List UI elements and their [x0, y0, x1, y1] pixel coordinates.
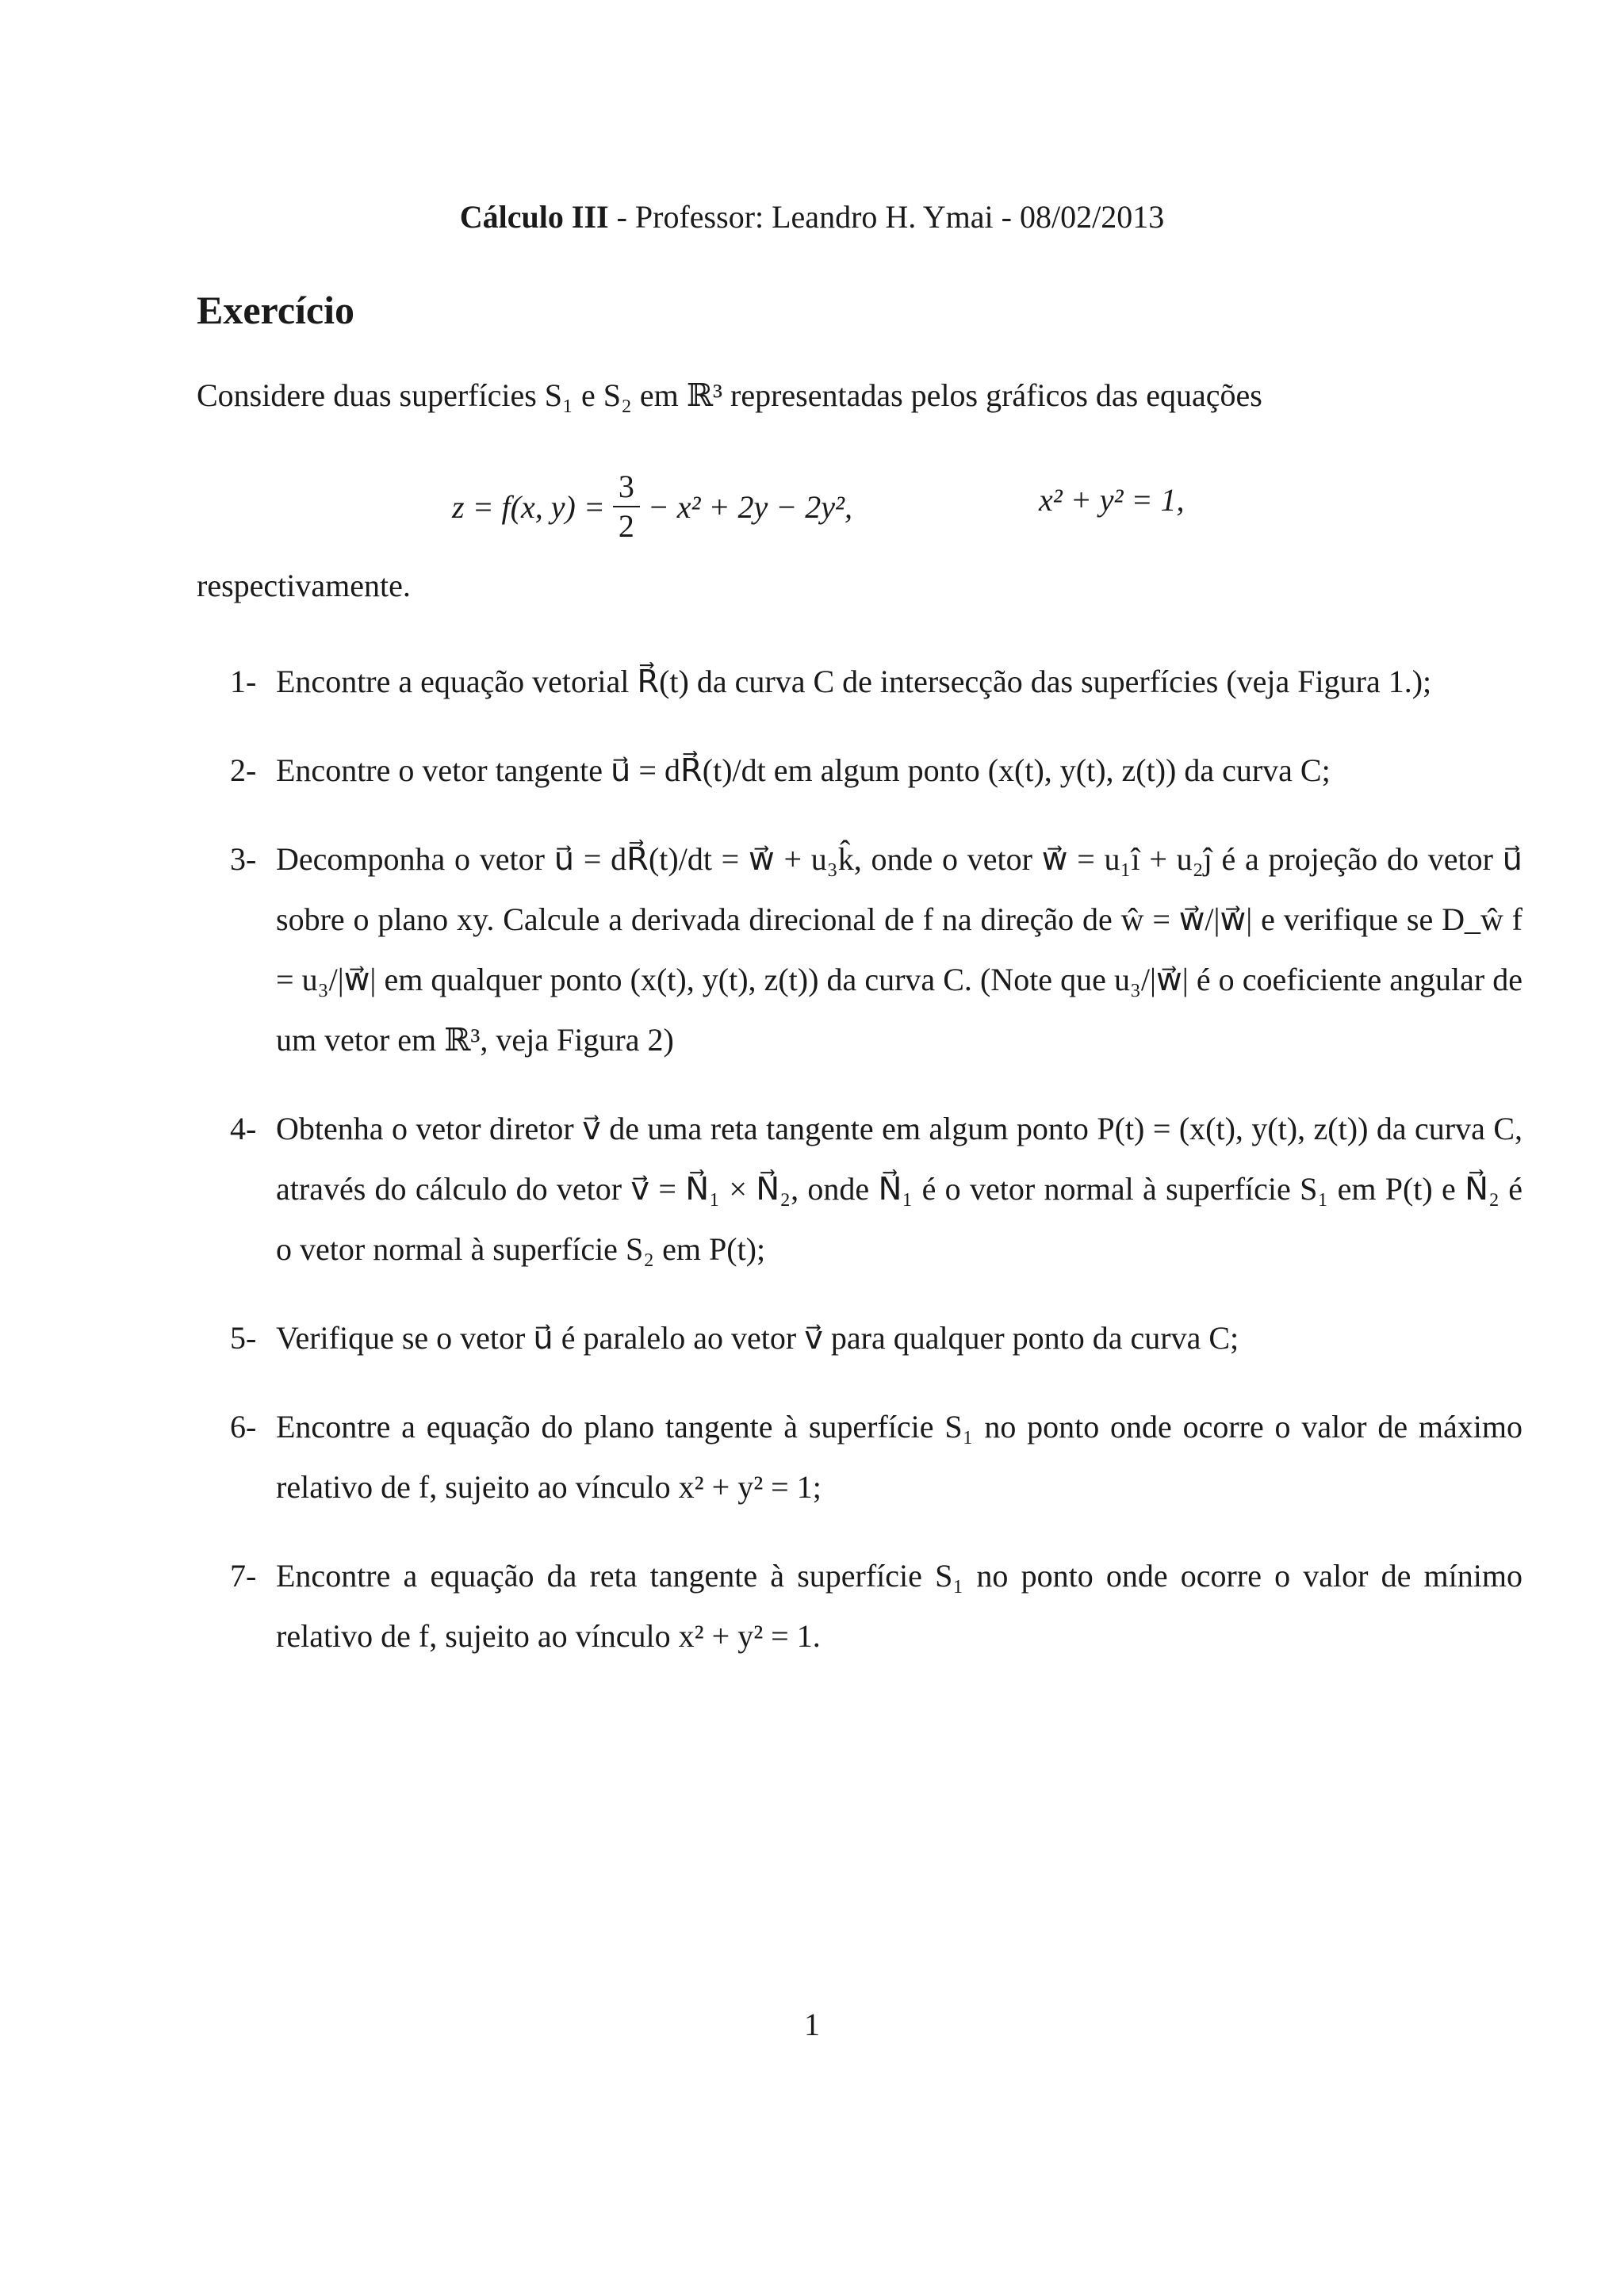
- item-text: Obtenha o vetor diretor v⃗ de uma reta tangente em algum ponto P(t) = (x(t), y(t), z(t)) da curva C, através do cálculo do vetor v⃗ = N⃗₁ × N⃗₂, onde N⃗₁ é o vetor normal à superfície S₁ em P(t) e N⃗₂ é o vetor normal à superfície S₂ em P(t);: [276, 1111, 1522, 1267]
- respectively-text: respectivamente.: [197, 568, 411, 603]
- item-text: Encontre a equação da reta tangente à superfície S₁ no ponto onde ocorre o valor de mínimo relativo de f, sujeito ao vínculo x² + y² = 1.: [276, 1558, 1522, 1654]
- item-number: 2-: [230, 752, 257, 788]
- item-number: 7-: [230, 1558, 257, 1594]
- section-title: Exercício: [197, 288, 354, 332]
- list-item: [230, 1546, 1522, 1667]
- list-item: [230, 1397, 1522, 1517]
- item-text: Encontre a equação do plano tangente à superfície S₁ no ponto onde ocorre o valor de máximo relativo de f, sujeito ao vínculo x² + y² = 1;: [276, 1409, 1522, 1505]
- item-number: 4-: [230, 1111, 257, 1146]
- equation-surface-1: [452, 469, 852, 544]
- item-text: Encontre a equação vetorial R⃗(t) da curva C de intersecção das superfícies (veja Figura 1.);: [276, 664, 1432, 699]
- item-number: 3-: [230, 841, 257, 877]
- list-item: [230, 1308, 1522, 1368]
- header-info: - Professor: Leandro H. Ymai - 08/02/2013: [608, 199, 1165, 235]
- item-text: Encontre o vetor tangente u⃗ = dR⃗(t)/dt em algum ponto (x(t), y(t), z(t)) da curva C;: [276, 752, 1331, 788]
- list-item: [230, 829, 1522, 1070]
- item-number: 6-: [230, 1409, 257, 1445]
- course-title: Cálculo III: [459, 199, 609, 235]
- item-text: Decomponha o vetor u⃗ = dR⃗(t)/dt = w⃗ + u₃k̂, onde o vetor w⃗ = u₁î + u₂ĵ é a projeção do vetor u⃗ sobre o plano xy. Calcule a derivada direcional de f na direção de ŵ = w⃗/|w⃗| e verifique se D_ŵ f = u₃/|w⃗| em qualquer ponto (x(t), y(t), z(t)) da curva C. (Note que u₃/|w⃗| é o coeficiente angular de um vetor em ℝ³, veja Figura 2): [276, 841, 1522, 1058]
- item-text: Verifique se o vetor u⃗ é paralelo ao vetor v⃗ para qualquer ponto da curva C;: [276, 1320, 1239, 1356]
- fraction-numerator: 3: [618, 469, 634, 504]
- item-number: 1-: [230, 664, 257, 699]
- page-number: 1: [804, 2007, 820, 2042]
- exercise-list: [230, 652, 1522, 1695]
- equation-1-rhs: − x² + 2y − 2y²,: [647, 488, 853, 525]
- equations-block: [452, 452, 1324, 544]
- fraction-denominator: 2: [618, 508, 634, 544]
- document-header: [0, 198, 1624, 235]
- item-number: 5-: [230, 1320, 257, 1356]
- fraction: [613, 469, 640, 544]
- fraction-bar: [613, 506, 640, 507]
- intro-paragraph: Considere duas superfícies S₁ e S₂ em ℝ³ representadas pelos gráficos das equações: [197, 377, 1262, 413]
- equation-1-lhs: z = f(x, y) =: [452, 488, 605, 525]
- equation-surface-2: x² + y² = 1,: [1039, 482, 1185, 518]
- list-item: [230, 652, 1522, 712]
- list-item: [230, 740, 1522, 801]
- list-item: [230, 1099, 1522, 1280]
